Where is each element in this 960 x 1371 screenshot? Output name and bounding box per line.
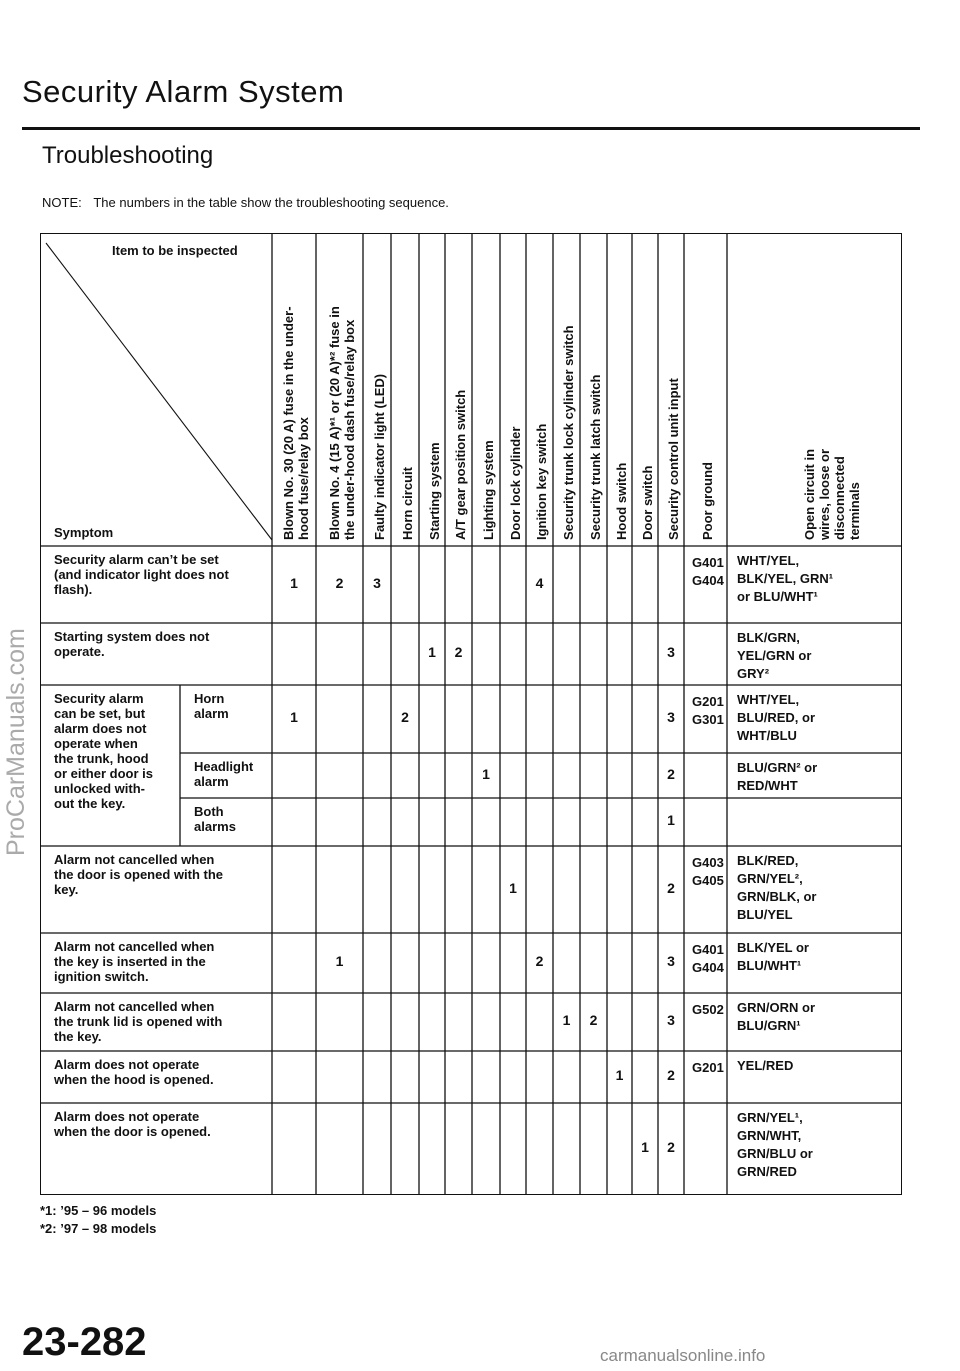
symptom-text: Alarm not cancelled when the door is opened with the key. [54, 852, 223, 897]
footnotes [40, 1202, 156, 1238]
column-header: Ignition key switch [534, 423, 549, 540]
sequence-number: 1 [290, 574, 298, 591]
troubleshooting-table [40, 233, 902, 1195]
wires-cell: BLU/GRN² or RED/WHT [737, 760, 818, 793]
symptom-text: Security alarm can be set, but alarm does not operate when the trunk, hood or either door is unlocked with- out the key. [54, 691, 153, 811]
wires-cell: BLK/RED, GRN/YEL², GRN/BLK, or BLU/YEL [737, 853, 817, 922]
sequence-number: 3 [667, 1012, 675, 1028]
column-header: Door lock cylinder [507, 426, 523, 540]
corner-header-item: Item to be inspected [112, 243, 238, 258]
sequence-number: 2 [454, 644, 463, 660]
sequence-number: 2 [335, 574, 344, 591]
sequence-number: 1 [641, 1139, 649, 1155]
table-note [42, 195, 449, 210]
note-text: The numbers in the table show the troubleshooting sequence. [93, 195, 449, 210]
footnote-1: *1: ’95 – 96 models [40, 1203, 157, 1218]
sub-symptom-text: Both alarms [194, 804, 236, 834]
wires-cell: GRN/YEL¹, GRN/WHT, GRN/BLU or GRN/RED [737, 1110, 813, 1179]
sequence-number: 2 [667, 1067, 675, 1083]
ground-cell: G201 [692, 1060, 724, 1075]
symptom-text: Alarm not cancelled when the key is inserted in the ignition switch. [54, 939, 215, 984]
sub-symptom-text: Horn alarm [194, 691, 229, 721]
symptom-text: Starting system does not operate. [54, 629, 210, 659]
sequence-number: 1 [482, 765, 490, 782]
wires-cell: WHT/YEL, BLU/RED, or WHT/BLU [737, 692, 815, 743]
sequence-number: 2 [667, 879, 675, 896]
wires-cell: YEL/RED [737, 1058, 794, 1073]
note-label: NOTE: [42, 195, 82, 210]
column-header: Open circuit in wires, loose or disconnected terminals [801, 448, 862, 540]
footnote-2: *2: ’97 – 98 models [40, 1221, 157, 1236]
sequence-number: 1 [290, 709, 298, 725]
column-header: Hood switch [614, 462, 629, 540]
symptom-text: Alarm does not operate when the hood is opened. [54, 1057, 214, 1087]
symptom-text: Alarm does not operate when the door is opened. [54, 1109, 211, 1139]
symptom-text: Alarm not cancelled when the trunk lid is opened with the key. [54, 999, 223, 1044]
watermark-bottom: carmanualsonline.info [600, 1346, 766, 1365]
sequence-number: 2 [401, 709, 409, 725]
sequence-number: 2 [589, 1012, 598, 1028]
sequence-number: 4 [535, 574, 544, 591]
column-header: Security trunk latch switch [588, 374, 603, 540]
column-header: Door switch [639, 465, 655, 540]
column-header: Starting system [426, 442, 442, 540]
sequence-number: 1 [667, 812, 675, 828]
sequence-number: 1 [428, 644, 436, 660]
wires-cell: BLK/GRN, YEL/GRN or GRY² [737, 630, 812, 681]
section-subtitle: Troubleshooting [42, 142, 214, 169]
ground-cell: G401 G404 [692, 555, 724, 588]
column-header: Blown No. 4 (15 A)*¹ or (20 A)*² fuse in the under-hood dash fuse/relay box [326, 306, 357, 540]
ground-cell: G201 G301 [692, 694, 724, 727]
sequence-number: 2 [667, 1139, 675, 1155]
sequence-number: 1 [509, 879, 517, 896]
sequence-number: 1 [562, 1012, 571, 1028]
sub-symptom-text: Headlight alarm [194, 759, 254, 789]
corner-header-symptom: Symptom [54, 525, 114, 540]
column-header: A/T gear position switch [453, 389, 468, 540]
sequence-number: 3 [667, 644, 675, 660]
sequence-number: 2 [535, 953, 544, 969]
symptom-text: Security alarm can’t be set (and indicator light does not flash). [54, 552, 229, 597]
wires-cell: BLK/YEL or BLU/WHT¹ [737, 940, 809, 973]
ground-cell: G401 G404 [692, 942, 724, 975]
wires-cell: GRN/ORN or BLU/GRN¹ [737, 1000, 815, 1033]
column-header: Security control unit input [665, 378, 681, 540]
column-header: Faulty indicator light (LED) [371, 373, 387, 540]
sequence-number: 3 [667, 709, 675, 725]
column-header: Security trunk lock cylinder switch [561, 325, 576, 540]
page-number: 23-282 [22, 1320, 147, 1364]
sequence-number: 3 [373, 574, 381, 591]
wires-cell: WHT/YEL, BLK/YEL, GRN¹ or BLU/WHT¹ [737, 553, 834, 604]
sequence-number: 2 [667, 765, 675, 782]
ground-cell: G502 [692, 1002, 724, 1017]
grid-line [46, 243, 272, 540]
sequence-number: 3 [667, 953, 675, 969]
watermark-left: ProCarManuals.com [2, 628, 30, 856]
page-title: Security Alarm System [22, 74, 345, 109]
column-header: Lighting system [480, 440, 496, 540]
sequence-number: 1 [615, 1067, 624, 1083]
sequence-number: 1 [335, 953, 344, 969]
ground-cell: G403 G405 [692, 855, 724, 888]
column-header: Blown No. 30 (20 A) fuse in the under- hood fuse/relay box [281, 306, 311, 540]
title-rule [22, 127, 920, 130]
column-header: Poor ground [700, 462, 715, 540]
column-header: Horn circuit [399, 467, 415, 540]
